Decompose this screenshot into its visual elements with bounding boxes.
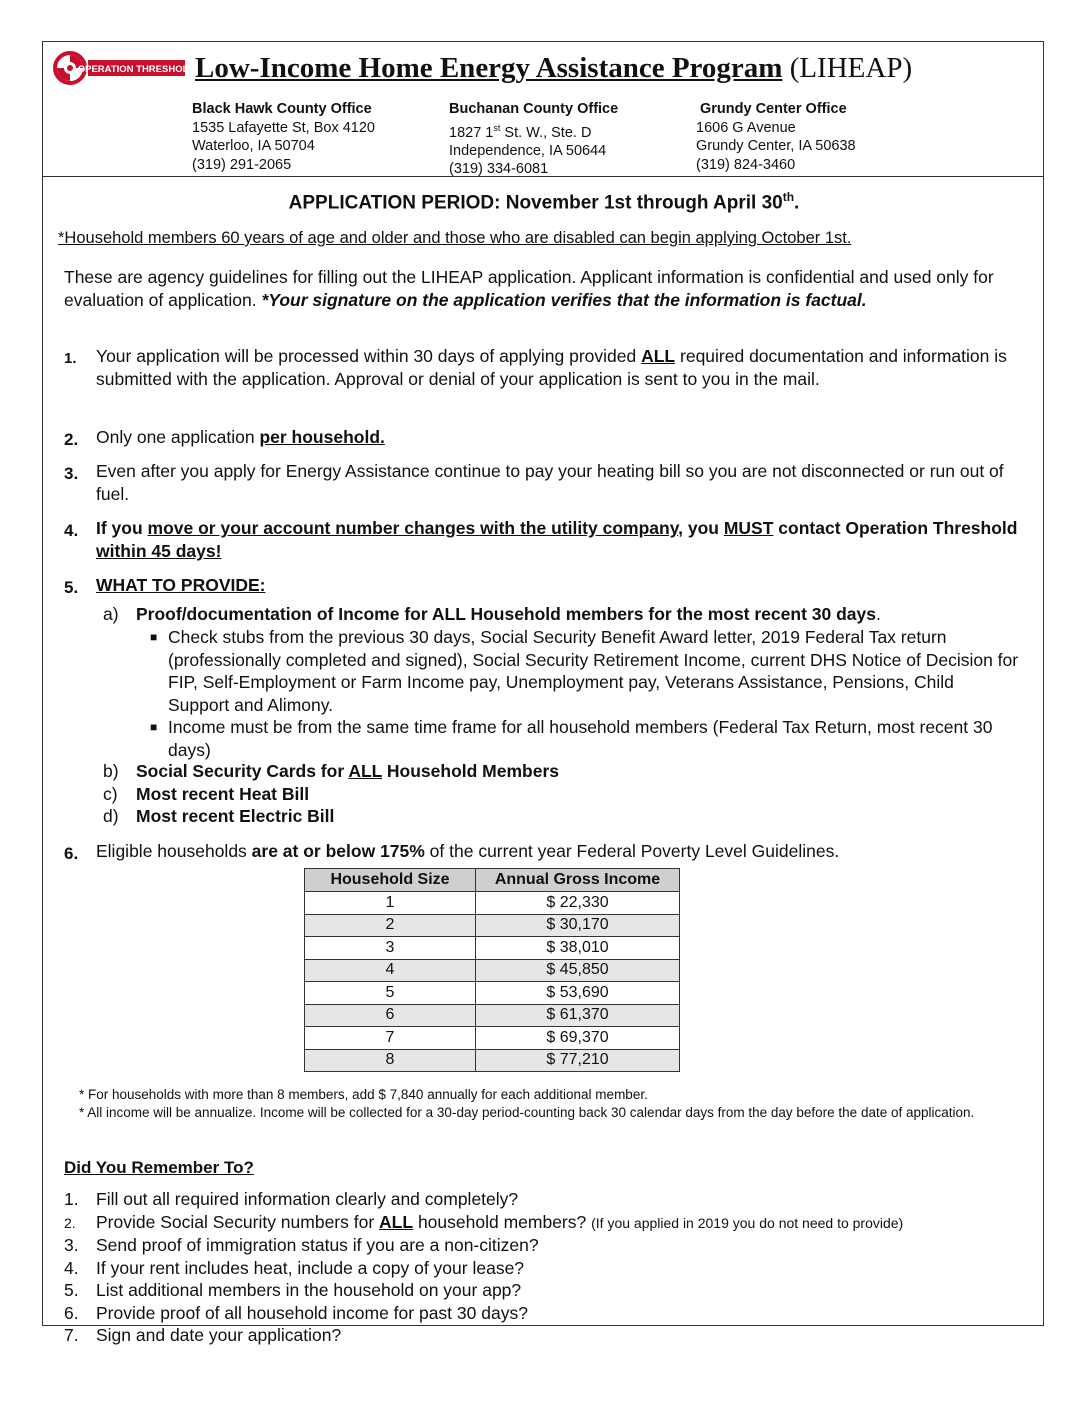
provide-b: b) Social Security Cards for ALL Household Members [103, 761, 560, 781]
cell-size: 1 [305, 892, 476, 915]
office-grundy-center [696, 100, 856, 174]
table-row [305, 1004, 680, 1027]
provide-a: a) Proof/documentation of Income for ALL Household members for the most recent 30 days. [103, 604, 881, 624]
header-annual-income: Annual Gross Income [476, 869, 680, 892]
cell-size: 2 [305, 914, 476, 937]
cell-income: $ 38,010 [476, 937, 680, 960]
cell-income: $ 30,170 [476, 914, 680, 937]
early-application-note: *Household members 60 years of age and older and those who are disabled can begin applying October 1st. [58, 229, 852, 247]
office-phone: (319) 824-3460 [696, 156, 796, 173]
list-item: 3. Send proof of immigration status if you are a non-citizen? [64, 1235, 539, 1255]
application-period: APPLICATION PERIOD: November 1st through April 30th. [288, 190, 800, 214]
table-header-row [305, 869, 680, 892]
cell-income: $ 22,330 [476, 892, 680, 915]
office-black-hawk [192, 100, 375, 174]
cell-size: 8 [305, 1049, 476, 1072]
cell-size: 5 [305, 982, 476, 1005]
remember-heading: Did You Remember To? [64, 1158, 254, 1177]
office-address-2: Grundy Center, IA 50638 [696, 138, 856, 154]
cell-income: $ 61,370 [476, 1004, 680, 1027]
list-item: 7. Sign and date your application? [64, 1325, 342, 1345]
provide-d: d) Most recent Electric Bill [103, 806, 335, 826]
logo-text: OPERATION THRESHOLD [77, 64, 187, 75]
office-address-1: 1827 1st St. W., Ste. D [449, 122, 592, 141]
office-address-1: 1606 G Avenue [696, 119, 796, 136]
list-item: 1. Fill out all required information clearly and completely? [64, 1189, 519, 1209]
office-name: Buchanan County Office [449, 101, 619, 117]
cell-income: $ 45,850 [476, 959, 680, 982]
table-row [305, 1027, 680, 1050]
item-1: 1. Your application will be processed within 30 days of applying provided ALL required documentation and information is submitted with the application. Approval or denial of your application is sent to you in the mail. [64, 346, 1007, 389]
office-buchanan [449, 100, 618, 179]
cell-size: 7 [305, 1027, 476, 1050]
list-item: 4. If your rent includes heat, include a copy of your lease? [64, 1257, 525, 1278]
provide-c: c) Most recent Heat Bill [103, 784, 310, 804]
table-row [305, 1049, 680, 1072]
footnote-annualize: * All income will be annualize. Income will be collected for a 30-day period-counting back 30 calendar days from the day before the date of application. [79, 1105, 975, 1120]
table-row [305, 959, 680, 982]
list-item: 6. Provide proof of all household income for past 30 days? [64, 1302, 528, 1323]
cell-size: 4 [305, 959, 476, 982]
remember-list [64, 1188, 903, 1347]
item-6: 6. Eligible households are at or below 175% of the current year Federal Poverty Level Guidelines. [64, 841, 840, 863]
intro-paragraph: These are agency guidelines for filling out the LIHEAP application. Applicant information is confidential and used only for evaluation of application. *Your signature on the application verifies that the information is factual. [64, 267, 994, 310]
office-phone: (319) 334-6081 [449, 161, 549, 178]
item-3: 3. Even after you apply for Energy Assistance continue to pay your heating bill so you are not disconnected or run out of fuel. [64, 461, 1004, 504]
cell-size: 3 [305, 937, 476, 960]
operation-threshold-logo [52, 50, 187, 86]
page-title [195, 52, 912, 85]
provide-bullet-1: ■ Check stubs from the previous 30 days, Social Security Benefit Award letter, 2019 Federal Tax return (professionally completed and signed), Social Security Retirement Income, current DHS Notice of Decision for FIP, Self-Employment or Farm Income pay, Unemployment pay, Veterans Assistance, Pensions, Child Support and Alimony. [150, 627, 1019, 715]
table-row [305, 982, 680, 1005]
list-item: 5. List additional members in the household on your app? [64, 1280, 522, 1300]
table-row [305, 937, 680, 960]
provide-bullet-2: ■ Income must be from the same time frame for all household members (Federal Tax Return, most recent 30 days) [150, 717, 993, 760]
table-row [305, 892, 680, 915]
cell-income: $ 53,690 [476, 982, 680, 1005]
cell-size: 6 [305, 1004, 476, 1027]
table-row [305, 914, 680, 937]
item-5: 5. WHAT TO PROVIDE: [64, 575, 266, 597]
cell-income: $ 69,370 [476, 1027, 680, 1050]
office-name: Grundy Center Office [700, 101, 847, 117]
cell-income: $ 77,210 [476, 1049, 680, 1072]
item-4: 4. If you move or your account number changes with the utility company, you MUST contact Operation Threshold within 45 days! [64, 518, 1018, 561]
item-2: 2. Only one application per household. [64, 427, 385, 449]
header-household-size: Household Size [305, 869, 476, 892]
office-name: Black Hawk County Office [192, 101, 372, 117]
title-main: Low-Income Home Energy Assistance Program [195, 52, 783, 84]
footnote-extra-members: * For households with more than 8 members, add $ 7,840 annually for each additional member. [79, 1087, 648, 1102]
income-guidelines-table [304, 868, 680, 1072]
office-address-1: 1535 Lafayette St, Box 4120 [192, 119, 375, 136]
office-address-2: Waterloo, IA 50704 [192, 138, 315, 154]
office-phone: (319) 291-2065 [192, 156, 292, 173]
list-item: 2. Provide Social Security numbers for ALL household members? (If you applied in 2019 you do not need to provide) [64, 1211, 904, 1232]
title-abbr: (LIHEAP) [789, 52, 913, 84]
office-address-2: Independence, IA 50644 [449, 142, 607, 159]
